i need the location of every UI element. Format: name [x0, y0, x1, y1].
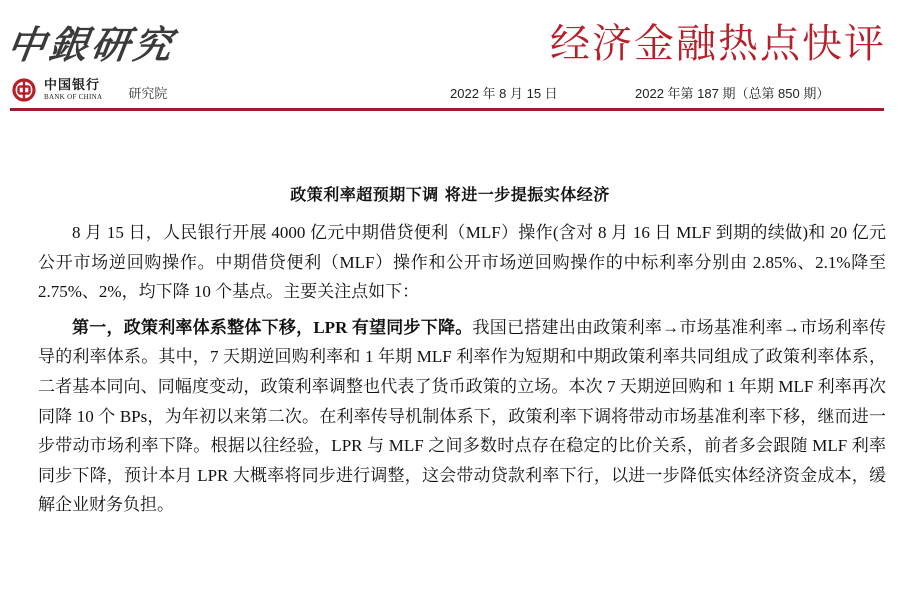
paragraph-lead: 第一，政策利率体系整体下移，LPR 有望同步下降。 — [72, 317, 473, 337]
header-divider — [10, 108, 884, 111]
publish-date: 2022 年 8 月 15 日 — [450, 86, 558, 101]
paragraph-text: 我国已搭建出由政策利率→市场基准利率→市场利率传导的利率体系。其中，7 天期逆回购利率和 1 年期 MLF 利率作为短期和中期政策利率共同组成了政策利率体系，二者基本同向、同幅度变动，政策利率调整也代表了货币政策的立场。本次 7 天期逆回购和 1 年期 MLF 利率再次同降 10 个 BPs，为年初以来第二次。在利率传导机制体系下，政策利率下调将带动市场基准利率下移，继而进一步带动市场利率下降。根据以往经验，LPR 与 MLF 之间多数时点存在稳定的比价关系，前者多会跟随 MLF 利率同步下降，预计本月 LPR 大概率将同步进行调整，这会带动贷款利率下行，以进一步降低实体经济资金成本，缓解企业财务负担。 — [38, 317, 887, 515]
institute-label: 研究院 — [128, 86, 168, 102]
bank-name-cn: 中国银行 — [44, 78, 101, 93]
article-title: 政策利率超预期下调 将进一步提振实体经济 — [290, 185, 610, 204]
paragraph-intro — [38, 218, 886, 307]
report-series-title: 经济金融热点快评 — [550, 21, 886, 67]
bank-name-en: BANK OF CHINA — [44, 93, 103, 101]
issue-number: 2022 年第 187 期（总第 850 期） — [635, 86, 830, 101]
article-body — [38, 218, 886, 526]
paragraph-text: 8 月 15 日，人民银行开展 4000 亿元中期借贷便利（MLF）操作(含对 8 月 16 日 MLF 到期的续做)和 20 亿元公开市场逆回购操作。中期借贷便利（MLF）操作和公开市场逆回购操作的中标利率分别由 2.85%、2.1%降至 2.75%、2%，均下降 10 个基点。主要关注点如下： — [38, 223, 886, 302]
paragraph-point-1 — [38, 313, 886, 520]
bank-name — [44, 79, 102, 101]
bank-of-china-logo-icon — [12, 78, 36, 102]
brand-calligraphy-logo: 中銀研究 — [4, 22, 179, 67]
bank-logo-block — [12, 78, 167, 102]
